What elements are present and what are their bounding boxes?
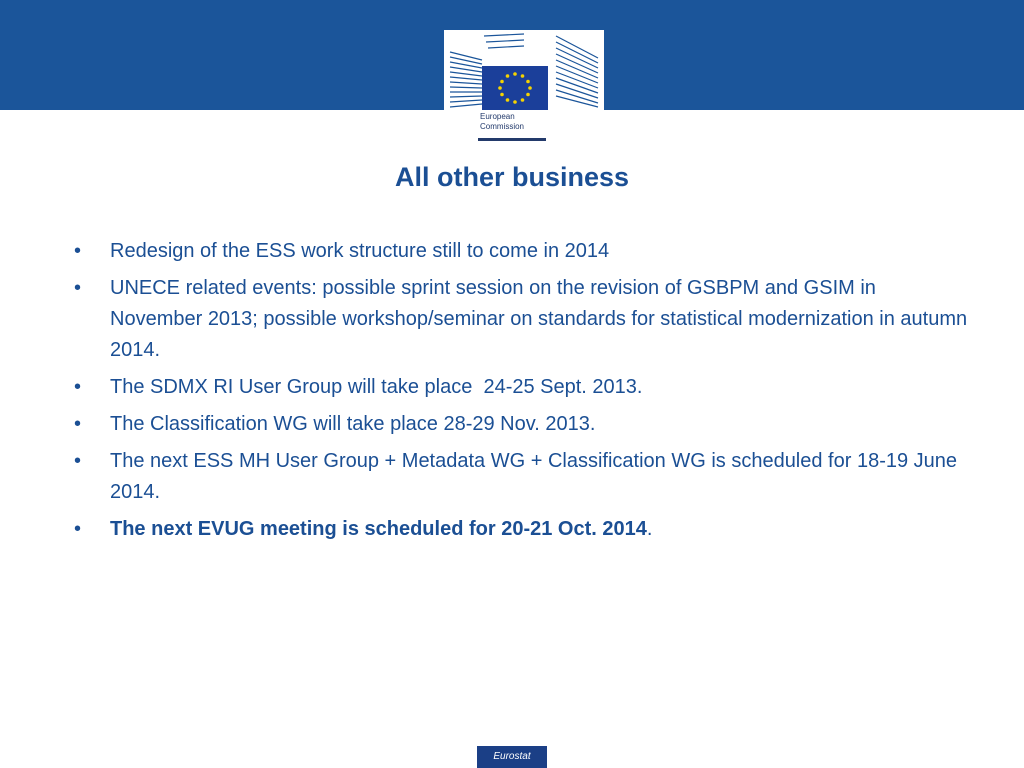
bullet-icon: •: [74, 277, 82, 299]
bullet-item: [70, 446, 970, 508]
logo-line-1: European: [480, 112, 515, 121]
bullet-item: [70, 514, 970, 545]
european-commission-logo: [440, 30, 610, 148]
bullet-icon: •: [74, 413, 82, 435]
logo-underline: [478, 138, 546, 141]
bullet-icon: •: [74, 376, 82, 398]
bullet-text: The SDMX RI User Group will take place 24-25 Sept. 2013.: [110, 376, 643, 398]
logo-line-2: Commission: [480, 122, 525, 131]
bullet-icon: •: [74, 240, 82, 262]
bullet-text: The Classification WG will take place 28-29 Nov. 2013.: [110, 413, 596, 435]
building-flag-icon: [444, 30, 604, 112]
bullet-item: [70, 236, 970, 267]
footer-eurostat-tag: Eurostat: [477, 746, 547, 768]
bullet-text-bold: The next EVUG meeting is scheduled for 20-21 Oct. 2014: [110, 518, 647, 540]
slide-title: All other business: [394, 162, 630, 192]
bullet-icon: •: [74, 518, 82, 540]
bullet-item: [70, 273, 970, 366]
bullet-text: The next ESS MH User Group + Metadata WG + Classification WG is scheduled for 18-19 June 2014.: [110, 450, 958, 503]
bullet-item: [70, 372, 970, 403]
bullet-text: UNECE related events: possible sprint session on the revision of GSBPM and GSIM in November 2013; possible workshop/seminar on standards for statistical modernization in autumn 2014.: [110, 277, 968, 361]
bullet-text-tail: .: [646, 518, 653, 540]
bullet-text: Redesign of the ESS work structure still to come in 2014: [110, 240, 610, 262]
bullet-icon: •: [74, 450, 82, 472]
bullet-list: [70, 236, 970, 551]
logo-wordmark: [480, 112, 524, 132]
bullet-item: [70, 409, 970, 440]
